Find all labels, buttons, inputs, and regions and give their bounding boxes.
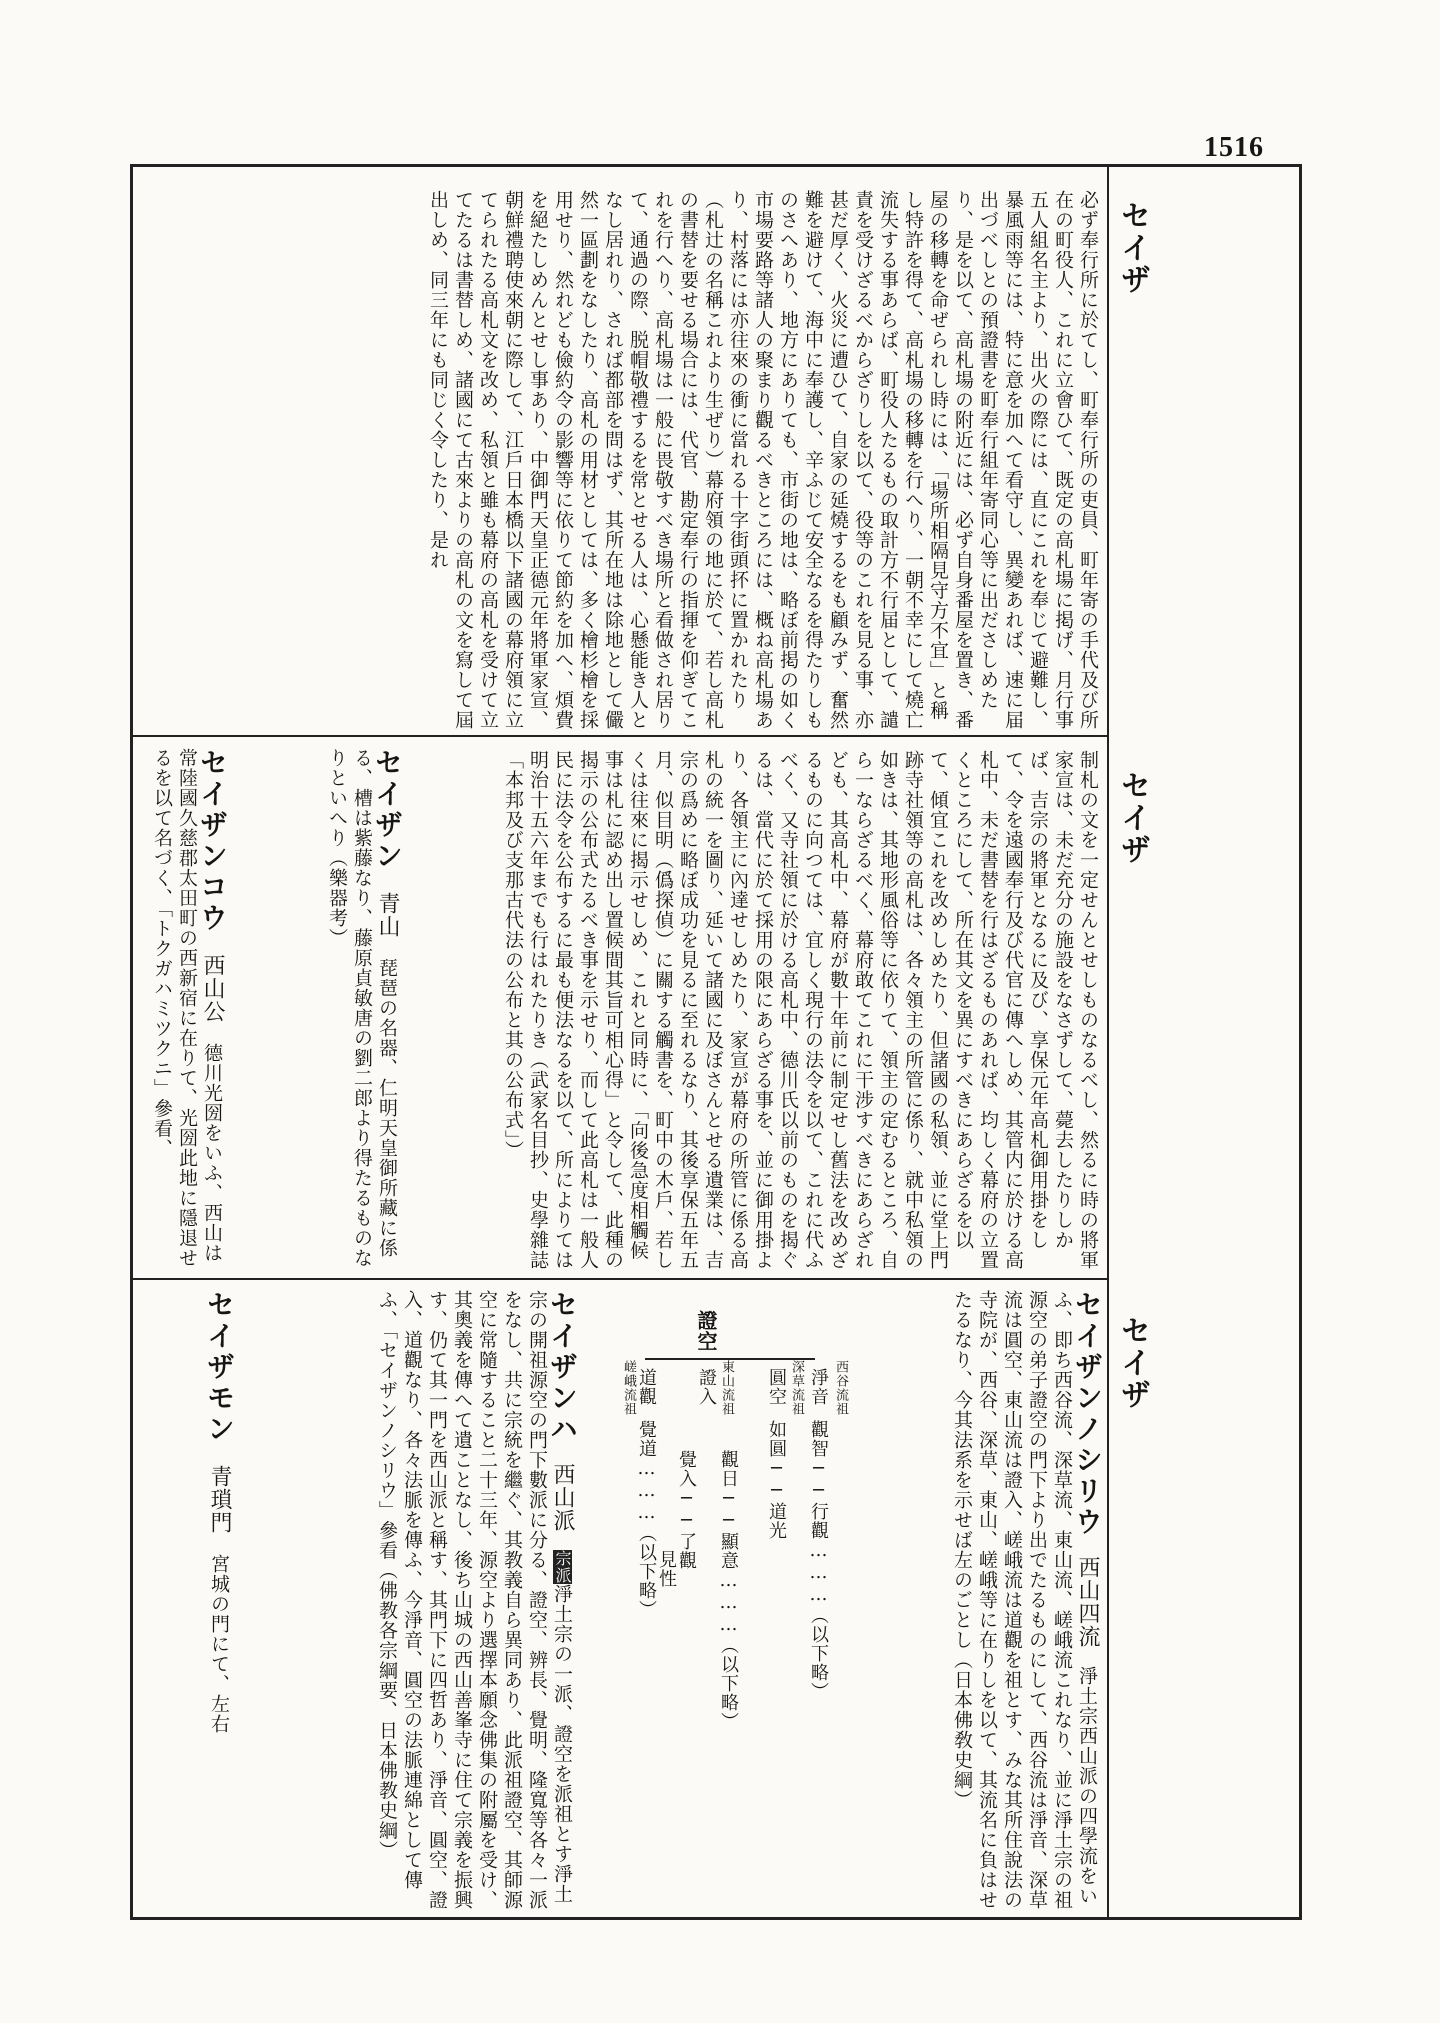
side-label-mid: セイザ bbox=[1115, 770, 1150, 866]
tree-branch-3-chain: 觀日──顯意………（以下略） bbox=[718, 1450, 739, 1731]
tree-branch-1-label: 淨音 bbox=[808, 1368, 829, 1406]
tree-branch-2-label: 圓空 bbox=[766, 1368, 787, 1406]
tree-branch-3-label: 證入 bbox=[696, 1368, 717, 1406]
entry-seizan-noshiryu bbox=[855, 1290, 1104, 1910]
entry-seizamon-reading: 青瑣門 bbox=[207, 1465, 232, 1534]
side-label-top: セイザ bbox=[1115, 200, 1150, 296]
section-top bbox=[140, 190, 1100, 730]
tree-root: 證空 bbox=[694, 1310, 718, 1352]
entry-seizan-noshiryu-headword: セイザンノシリウ bbox=[1071, 1290, 1104, 1538]
section-mid bbox=[400, 750, 1100, 1275]
tree-branch-2-chain: 如圓──道光 bbox=[766, 1420, 787, 1540]
tree-branch-1-chain: 觀智──行觀………（以下略） bbox=[808, 1420, 829, 1701]
entry-seizan-noshiryu-reading: 西山四流 bbox=[1075, 1556, 1100, 1648]
tree-branch-6-chain: 覺道………（以下略） bbox=[636, 1420, 657, 1619]
entry-seizan-headword: セイザン bbox=[371, 748, 404, 872]
entry-seizamon bbox=[138, 1290, 236, 1910]
entry-seizan-text: 琵琶の名器、仁明天皇御所藏に係る、槽は紫藤なり、藤原貞敏唐の劉二郎より得たるものなりといへり（樂器考） bbox=[326, 748, 398, 1268]
entry-seizankou-reading: 西山公 bbox=[200, 954, 225, 1023]
entry-seizanha bbox=[232, 1290, 579, 1910]
entry-seizankou-headword: セイザンコウ bbox=[196, 748, 229, 934]
entry-seizamon-headword: セイザモン bbox=[203, 1290, 236, 1445]
section-mid-text: 制札の文を一定せんとせしものなるべし、然るに時の將軍家宣は、未だ充分の施設をなさずして、薨去したりしかば、吉宗の將軍となるに及び、享保元年高札御用掛をして、令を遠國奉行及び代官に傳へしめ、其管内に於ける高札中、未だ書替を行はざるものあれば、均しく幕府の立置くところにして、所在其文を異にすべきにあらざるを以て、傾宜これを改めしめたり、但諸國の私領、並に堂上門跡寺社領等の高札は、各々領主の所管に係り、就中私領の如きは、其地形風俗等に依りて、領主の定むるところ、自ら一ならざるべく、幕府敢てこれに干涉すべきにあらざれども、其高札中、幕府が數十年前に制定せし舊法を改めざるものに向つては、宜しく現行の法令を以て、これに代ふべく、又寺社領に於ける高札中、德川氏以前のものを揭ぐるは、當代に於て採用の限にあらざる事を、並に御用掛より、各領主に內達せしめたり、家宣が幕府の所管に係る高札の統一を圖り、延いて諸國に及ぼさんとせる遺業は、吉宗の爲めに略ぼ成功を見るに至れるなり、其後享保五年五月、似目明（僞探偵）に關する觸書を、町中の木戶、若しくは往來に揭示せしめ、これと同時に、「向後急度相觸候事は札に認め出し置候間其旨可相心得」と令して、此種の揭示の公布式たるべき事を示せり、而して此高札は一般人民に法令を公布するに最も便法なるを以て、所によりては明治十五六年までも行はれたりき（武家名目抄、史學雜誌「本邦及び支那古代法の公布と其の公布式」） bbox=[502, 750, 1099, 1270]
entry-seizanha-headword: セイザンハ bbox=[546, 1290, 579, 1445]
tree-branch-4-chain: 覺入──了觀 bbox=[676, 1450, 697, 1570]
entry-seizan-reading: 青山 bbox=[375, 892, 400, 938]
entry-seizan-noshiryu-text: 淨土宗西山派の四學流をいふ、即ち西谷流、深草流、東山流、嵯峨流これなり、並に淨土宗の祖源空の弟子證空の門下より出でたるものにして、西谷流は淨音、深草流は圓空、東山流は證入、嵯峨流は道觀を祖とす、みな其所住說法の寺院が、西谷、深草、東山、嵯峨等に在りしを以て、其流名に負はせたるなり、今其法系を示せば左のごとし（日本佛敎史綱） bbox=[951, 1290, 1098, 1910]
entry-seizanha-tag: 宗派 bbox=[553, 1550, 572, 1584]
tree-branch-6-label: 道觀 bbox=[636, 1368, 657, 1406]
entry-seizan bbox=[225, 748, 404, 1273]
tree-branch-5-chain: 見性 bbox=[656, 1550, 677, 1588]
divider-mid-bottom bbox=[132, 1278, 1107, 1280]
tree-branch-3-note: 東山流祖 bbox=[719, 1360, 734, 1416]
side-label-bottom: セイザ bbox=[1115, 1315, 1150, 1411]
entry-seizankou-text: 德川光圀をいふ、西山は常陸國久慈郡太田町の西新宿に在りて、光圀此地に隱退せるを以て名づく、「トクガハミツクニ」參看、 bbox=[151, 748, 223, 1268]
tree-branch-2-note: 深草流祖 bbox=[789, 1360, 804, 1416]
tree-branch-1-note: 西谷流祖 bbox=[833, 1360, 848, 1416]
entry-seizankou bbox=[138, 748, 229, 1273]
tree-branch-6-note: 嵯峨流祖 bbox=[621, 1360, 636, 1416]
entry-seizamon-text: 宮城の門にて、左右 bbox=[208, 1554, 230, 1734]
entry-seizanha-text: 淨土宗の一派、證空を派祖とす淨土宗の開祖源空の門下數派に分る、證空、辨長、覺明、隆寬等各々一派をなし、共に宗統を繼ぐ、其教義自ら異同あり、此派祖證空、其師源空に常隨すること二十三年、源空より選擇本願念佛集の附屬を受け、其奧義を傳へて遺ことなし、後ち山城の西山善峯寺に住て宗義を振興す、仍て其一門を西山派と稱す、其門下に四哲あり、淨音、圓空、證入、道觀なり、各々法脈を傳ふ、今淨音、圓空の法脈連綿として傳ふ、「セイザンノシリウ」參看（佛教各宗綱要、日本佛教史綱） bbox=[376, 1290, 573, 1910]
page-number: 1516 bbox=[1204, 132, 1264, 163]
section-top-text: 必ず奉行所に於てし、町奉行所の吏員、町年寄の手代及び所在の町役人、これに立會ひて、既定の高札場に掲げ、月行事五人組名主より、出火の際には、直にこれを奉じて避難し、暴風雨等には、特に意を加へて看守し、異變あれば、速に届出づべしとの預證書を町奉行組年寄同心等に出ださしめたり、是を以て、高札場の附近には、必ず自身番屋を置き、番屋の移轉を命ぜられし時には、「場所相隔見守方不宜」と稱し特許を得て、高札場の移轉を行へり、一朝不幸にして燒亡流失する事あらば、町役人たるもの取計方不行届として、譴責を受けざるべからざりしを以て、役等のこれを見る事、亦甚だ厚く、火災に遭ひて、自家の延燒するをも顧みず、奮然難を避けて、海中に奉護し、辛ふじて安全なるを得たりしものさへあり、地方にありても、市街の地は、略ぼ前掲の如く市場要路等諸人の聚まり觀るべきところには、概ね高札場あり、村落には亦往來の衝に當れる十字街頭抔に置かれたり（札辻の名稱これより生ぜり）幕府領の地に於て、若し高札の書替を要せる場合には、代官、勘定奉行の指揮を仰ぎてこれを行へり、高札場は一般に畏敬すべき場所と看做され居りて、通過の際、脱帽敬禮するを常とせる人は、心懸能き人となし居れり、されば都部を問はず、其所在地は除地として儼然一區劃をなしたり、高札の用材としては、多く檜杉檜を採用せり、然れども儉約令の影響等に依りて節約を加へ、煩費を絕たしめんとせし事あり、中御門天皇正德元年將軍家宣、朝鮮禮聘使來朝に際して、江戶日本橋以下諸國の幕府領に立てられたる高札文を改め、私領と雖も幕府の高札を受けて立てたるは書替しめ、諸國にて古來よりの高札の文を寫して屆出しめ、同三年にも同じく令したり、是れ bbox=[427, 190, 1099, 730]
divider-top-mid bbox=[132, 735, 1107, 737]
lineage-tree bbox=[575, 1290, 855, 1850]
entry-seizanha-reading: 西山派 bbox=[550, 1463, 575, 1532]
side-column-divider bbox=[1107, 166, 1109, 1918]
